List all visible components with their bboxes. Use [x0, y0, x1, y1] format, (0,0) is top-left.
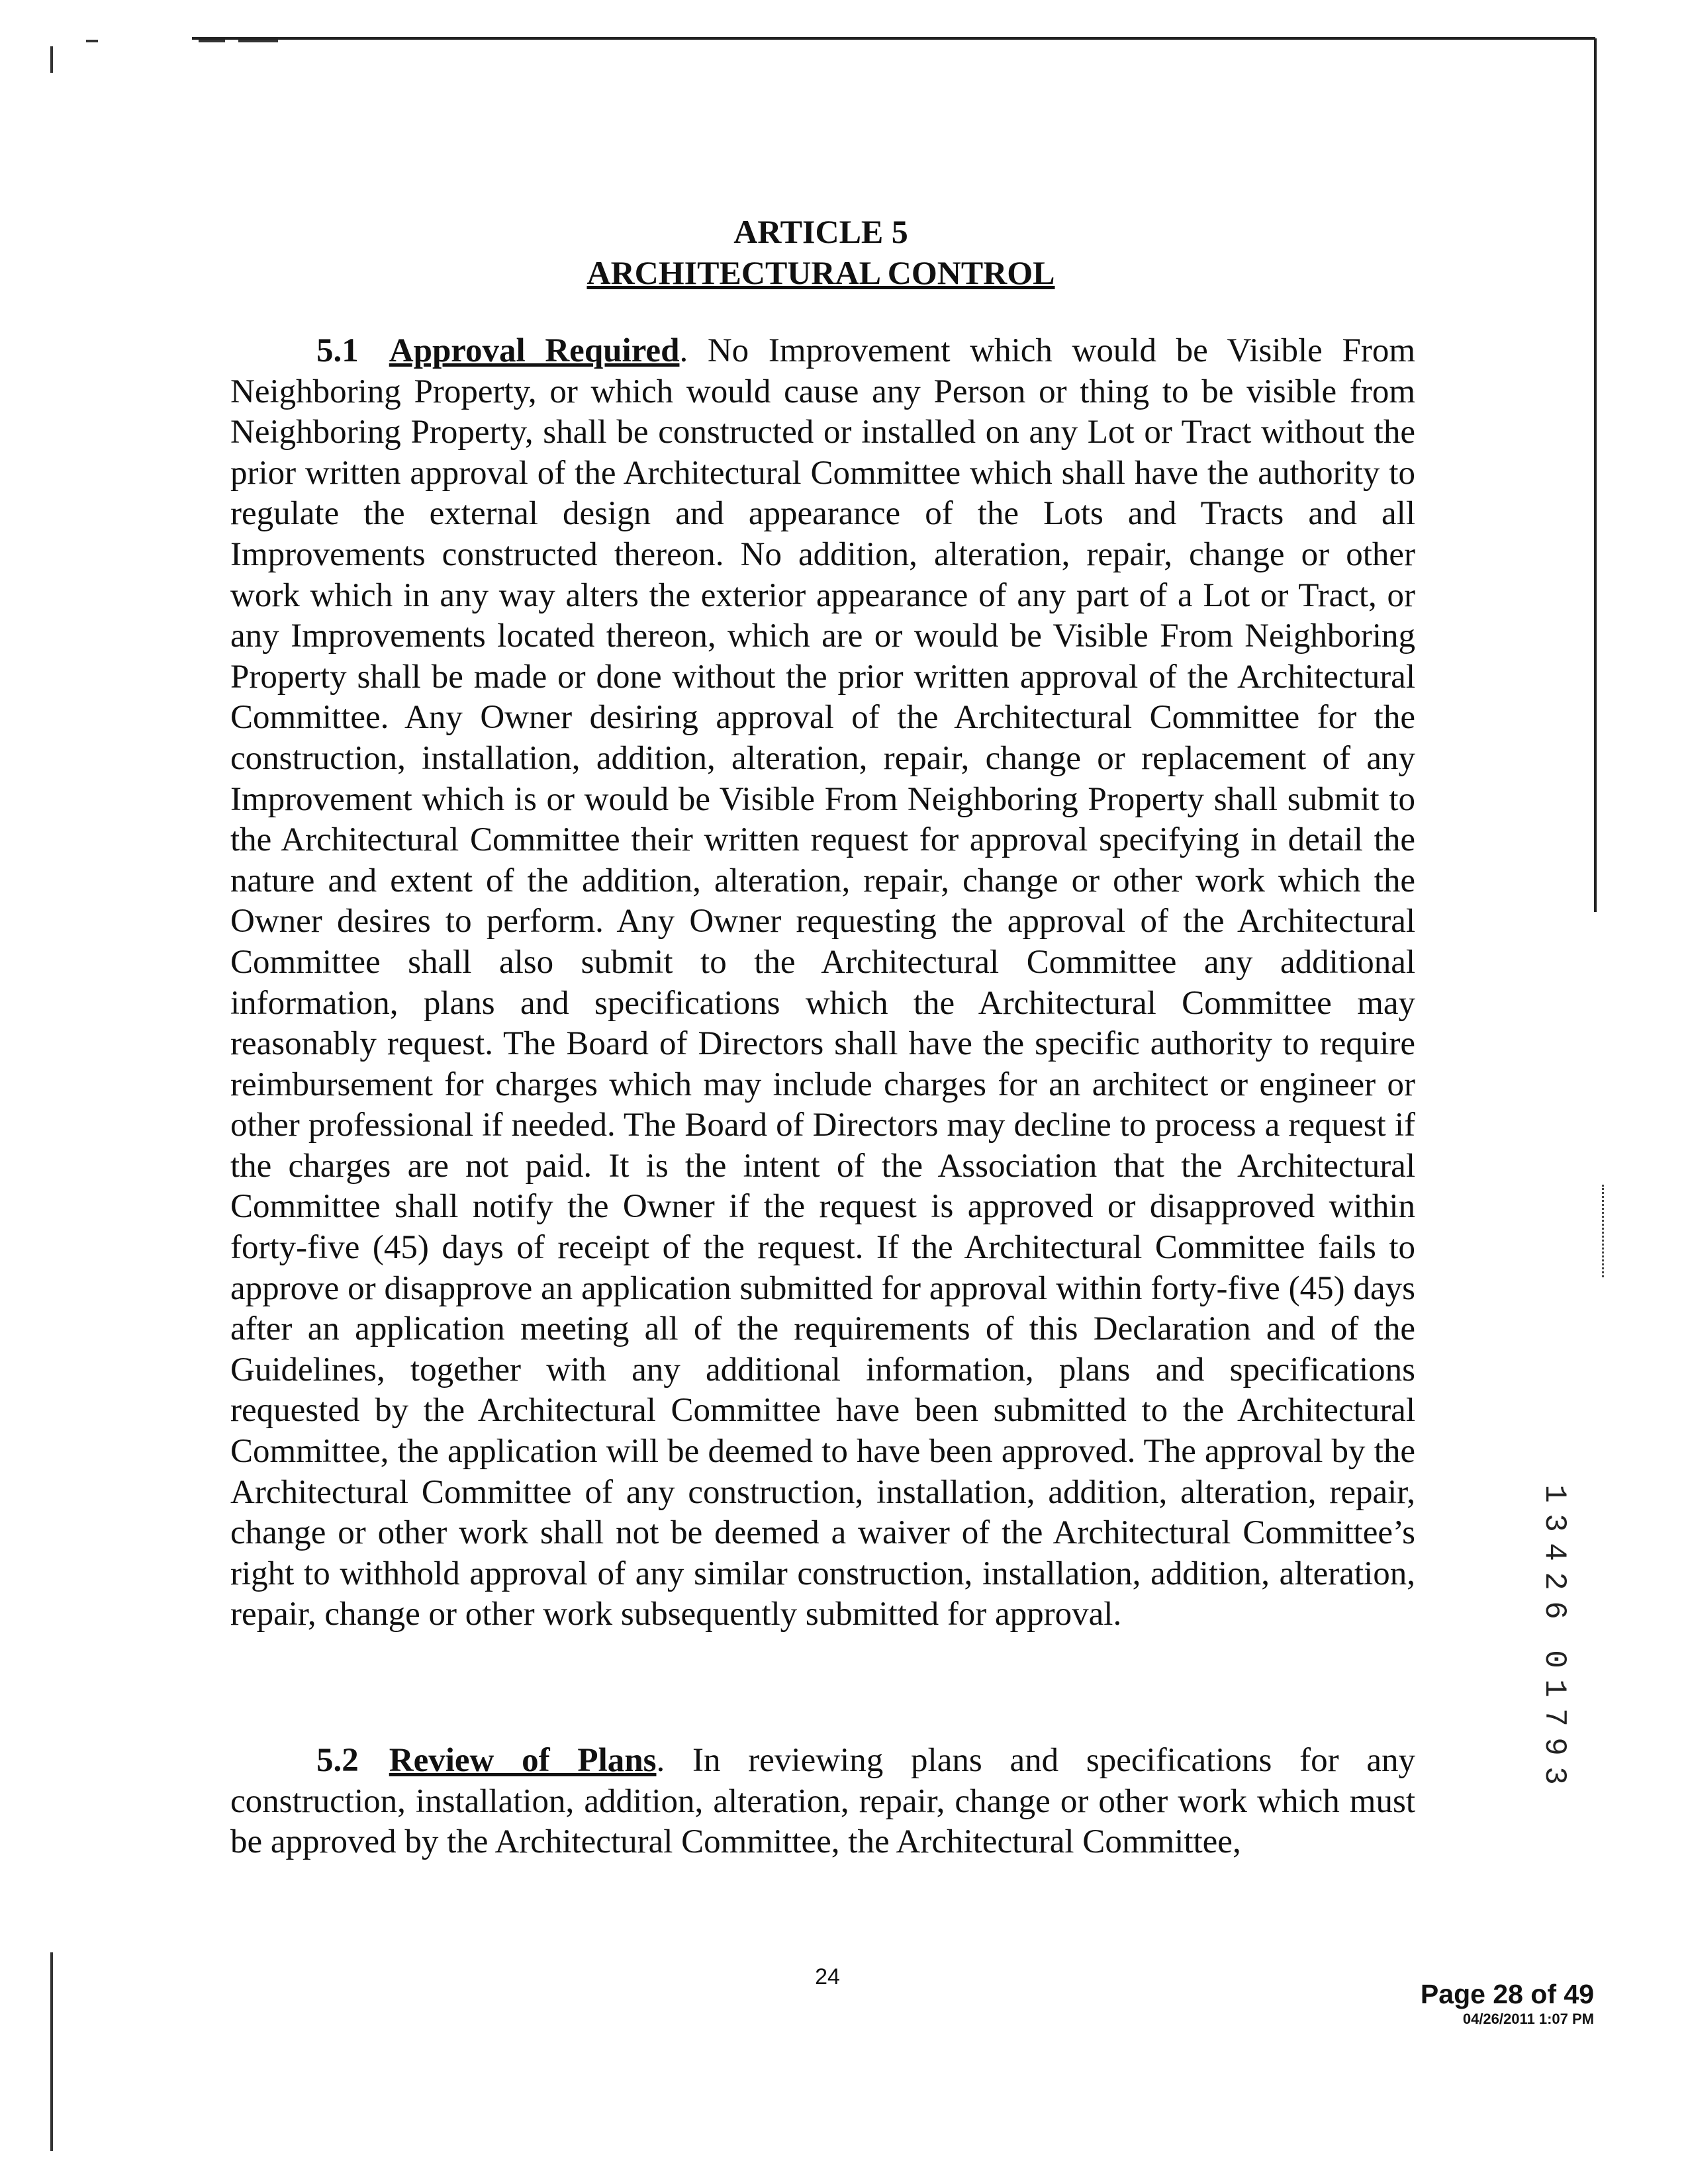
recording-digit: 1 — [1537, 1679, 1571, 1698]
recording-digit: 3 — [1537, 1514, 1571, 1532]
scan-left-mark — [50, 1952, 53, 2151]
scan-artifact — [199, 40, 225, 42]
section-5-1 — [230, 331, 1415, 1635]
recording-digit: 7 — [1537, 1708, 1571, 1727]
section-title: Approval Required — [389, 332, 680, 369]
scan-artifact — [86, 40, 98, 42]
scan-right-border — [1594, 38, 1597, 912]
recording-digit: 9 — [1537, 1737, 1571, 1756]
scan-artifact — [238, 40, 278, 42]
recording-digit: 0 — [1537, 1650, 1571, 1668]
print-timestamp: 04/26/2011 1:07 PM — [1462, 2011, 1594, 2027]
scan-top-border — [192, 37, 1595, 40]
article-number: ARTICLE 5 — [733, 213, 908, 250]
section-number: 5.1 — [316, 332, 359, 369]
recording-digit: 2 — [1537, 1572, 1571, 1590]
page-number: 24 — [815, 1964, 840, 1989]
page-of-total: Page 28 of 49 — [1420, 1979, 1594, 2009]
recording-digit: 3 — [1537, 1766, 1571, 1785]
scan-artifact — [1602, 1185, 1604, 1277]
section-number: 5.2 — [316, 1742, 359, 1779]
recording-digit: 1 — [1537, 1484, 1571, 1503]
section-title: Review of Plans — [389, 1742, 657, 1779]
section-body: . No Improvement which would be Visible From Neighboring Property, or which would cause any Person or thing to be visible from Neighboring Property, shall be constructed or installed on any Lot or Tract without the prior written approval of the Architectural Committee which shall have the authority to regulate the external design and appearance of the Lots and Tracts and all Improvements constructed thereon. No addition, alteration, repair, change or other work which in any way alters the exterior appearance of any part of a Lot or Tract, or any Improvements located thereon, which are or would be Visible From Neighboring Property shall be made or done without the prior written approval of the Architectural Committee. Any Owner desiring approval of the Architectural Committee for the construction, installation, addition, alteration, repair, change or replacement of any Improvement which is or would be Visible From Neighboring Property shall submit to the Architectural Committee their written request for approval specifying in detail the nature and extent of the addition, alteration, repair, change or other work which the Owner desires to perform. Any Owner requesting the approval of the Architectural Committee shall also submit to the Architectural Committee any additional information, plans and specifications which the Architectural Committee may reasonably request. The Board of Directors shall have the specific authority to require reimbursement for charges which may include charges for an architect or engineer or other professional if needed. The Board of Directors may decline to process a request if the charges are not paid. It is the intent of the Association that the Architectural Committee shall notify the Owner if the request is approved or disapproved within forty-five (45) days of receipt of the request. If the Architectural Committee fails to approve or disapprove an application submitted for approval within forty-five (45) days after an application meeting all of the requirements of this Declaration and of the Guidelines, together with any additional information, plans and specifications requested by the Architectural Committee have been submitted to the Architectural Committee, the application will be deemed to have been approved. The approval by the Architectural Committee of any construction, installation, addition, alteration, repair, change or other work shall not be deemed a waiver of the Architectural Committee’s right to withhold approval of any similar construction, installation, addition, alteration, repair, change or other work subsequently submitted for approval. — [230, 332, 1415, 1633]
section-5-2 — [230, 1741, 1415, 1863]
section-body: . In reviewing plans and specifications for any construction, installation, addition, alteration, repair, change or other work which must be approved by the Architectural Committee, the Architectural Committee, — [230, 1742, 1415, 1861]
recording-number-stamp — [1536, 1479, 1573, 1790]
scan-artifact — [50, 46, 53, 73]
article-title: ARCHITECTURAL CONTROL — [586, 254, 1055, 291]
recording-digit: 4 — [1537, 1543, 1571, 1561]
recording-digit: 6 — [1537, 1601, 1571, 1619]
